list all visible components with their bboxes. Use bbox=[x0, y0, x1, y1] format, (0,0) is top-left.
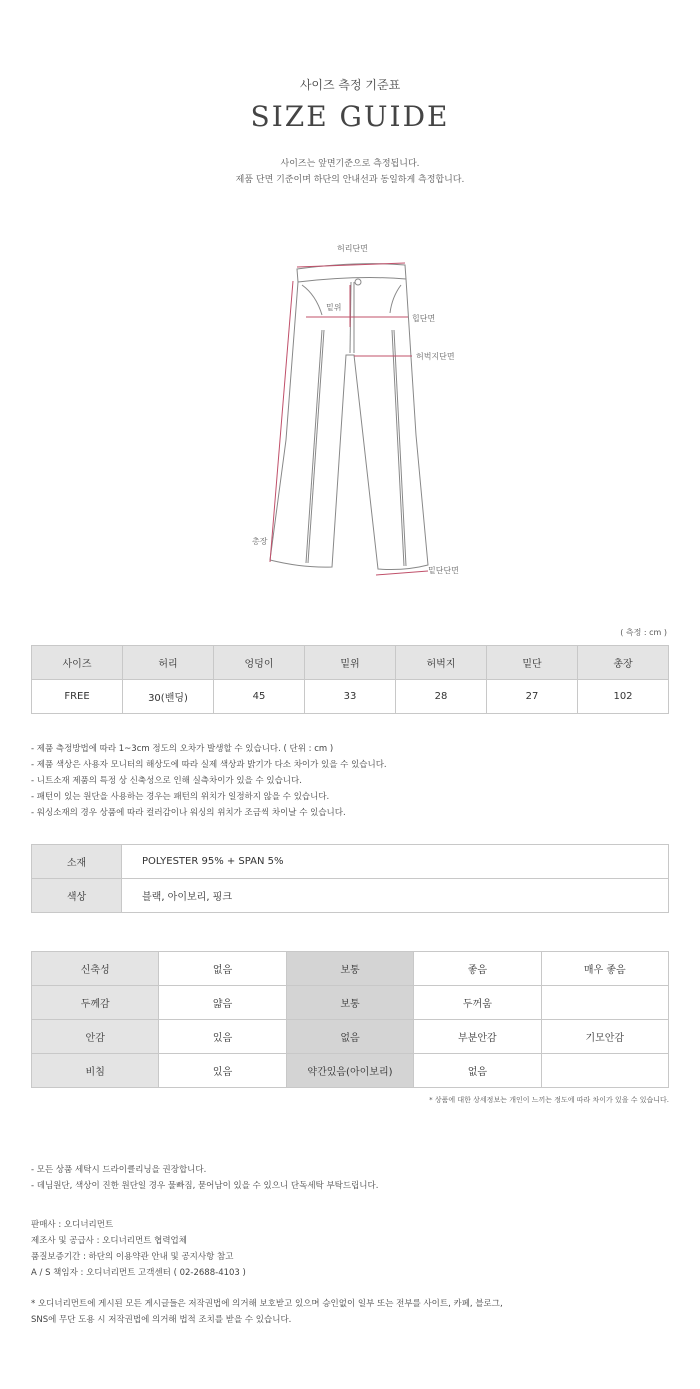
feature-option: 없음 bbox=[159, 952, 286, 986]
table-cell: FREE bbox=[32, 680, 123, 714]
table-row bbox=[32, 952, 669, 986]
pants-diagram bbox=[240, 235, 480, 585]
hip-label: 힙단면 bbox=[412, 314, 436, 323]
feature-option: 좋음 bbox=[414, 952, 541, 986]
pants-illustration bbox=[240, 235, 480, 585]
feature-label: 신축성 bbox=[32, 952, 159, 986]
table-row bbox=[32, 1020, 669, 1054]
feature-option: 부분안감 bbox=[414, 1020, 541, 1054]
unit-note: ( 측정 : cm ) bbox=[620, 628, 667, 637]
waist-label: 허리단면 bbox=[337, 244, 368, 253]
intro-text bbox=[0, 156, 700, 188]
seller-line: 판매사 : 오디너리먼트 bbox=[31, 1220, 114, 1230]
feature-option: 없음 bbox=[414, 1054, 541, 1088]
feature-note: * 상품에 대한 상세정보는 개인이 느끼는 정도에 따라 차이가 있을 수 있습니다. bbox=[429, 1096, 669, 1104]
feature-option-selected: 보통 bbox=[286, 986, 413, 1020]
header-cell: 밑단 bbox=[487, 646, 578, 680]
note-line: - 워싱소재의 경우 상품에 따라 컬러감이나 워싱의 위치가 조금씩 차이날 수 있습니다. bbox=[31, 808, 346, 818]
hem-label: 밑단단면 bbox=[428, 566, 459, 575]
table-cell: 33 bbox=[305, 680, 396, 714]
feature-option bbox=[541, 1054, 668, 1088]
table-row bbox=[32, 845, 669, 879]
size-table-header bbox=[32, 646, 669, 680]
table-row bbox=[32, 1054, 669, 1088]
header-cell: 사이즈 bbox=[32, 646, 123, 680]
table-row bbox=[32, 879, 669, 913]
feature-option: 매우 좋음 bbox=[541, 952, 668, 986]
feature-option: 있음 bbox=[159, 1020, 286, 1054]
header-cell: 총장 bbox=[578, 646, 669, 680]
intro-line: 사이즈는 앞면기준으로 측정됩니다. bbox=[280, 159, 420, 169]
header-cell: 허벅지 bbox=[396, 646, 487, 680]
feature-option bbox=[541, 986, 668, 1020]
length-label: 총장 bbox=[252, 537, 268, 546]
fabric-value: POLYESTER 95% + SPAN 5% bbox=[122, 845, 669, 879]
table-cell: 27 bbox=[487, 680, 578, 714]
seller-line: A / S 책임자 : 오디너리먼트 고객센터 ( 02-2688-4103 ) bbox=[31, 1268, 246, 1278]
note-line: - 제품 색상은 사용자 모니터의 해상도에 따라 실제 색상과 밝기가 다소 차이가 있을 수 있습니다. bbox=[31, 760, 387, 770]
note-line: - 패턴이 있는 원단을 사용하는 경우는 패턴의 위치가 일정하지 않을 수 있습니다. bbox=[31, 792, 330, 802]
care-line: - 모든 상품 세탁시 드라이클리닝을 권장합니다. bbox=[31, 1165, 207, 1175]
table-row bbox=[32, 680, 669, 714]
page-title: SIZE GUIDE bbox=[250, 100, 450, 133]
care-line: - 데님원단, 색상이 진한 원단일 경우 물빠짐, 묻어남이 있을 수 있으니 단독세탁 부탁드립니다. bbox=[31, 1181, 379, 1191]
measurement-notes bbox=[31, 741, 387, 821]
feature-option: 얇음 bbox=[159, 986, 286, 1020]
table-cell: 45 bbox=[214, 680, 305, 714]
table-cell: 30(밴딩) bbox=[123, 680, 214, 714]
table-cell: 102 bbox=[578, 680, 669, 714]
feature-table bbox=[31, 951, 669, 1088]
material-table bbox=[31, 844, 669, 913]
color-label: 색상 bbox=[32, 879, 122, 913]
feature-option-selected: 약간있음(아이보리) bbox=[286, 1054, 413, 1088]
feature-label: 안감 bbox=[32, 1020, 159, 1054]
size-table bbox=[31, 645, 669, 714]
feature-label: 두께감 bbox=[32, 986, 159, 1020]
copyright-line: SNS에 무단 도용 시 저작권법에 의거해 법적 조치를 받을 수 있습니다. bbox=[31, 1315, 292, 1325]
table-row bbox=[32, 986, 669, 1020]
intro-line: 제품 단면 기준이며 하단의 안내선과 동일하게 측정합니다. bbox=[235, 175, 465, 185]
feature-option: 있음 bbox=[159, 1054, 286, 1088]
fabric-label: 소재 bbox=[32, 845, 122, 879]
seller-line: 품질보증기간 : 하단의 이용약관 안내 및 공지사항 참고 bbox=[31, 1252, 234, 1262]
seller-info bbox=[31, 1217, 246, 1281]
header-cell: 엉덩이 bbox=[214, 646, 305, 680]
seller-line: 제조사 및 공급사 : 오디너리먼트 협력업체 bbox=[31, 1236, 187, 1246]
feature-option-selected: 없음 bbox=[286, 1020, 413, 1054]
rise-label: 밑위 bbox=[326, 303, 342, 312]
care-instructions bbox=[31, 1162, 378, 1194]
color-value: 블랙, 아이보리, 핑크 bbox=[122, 879, 669, 913]
note-line: - 니트소재 제품의 특정 상 신축성으로 인해 실측차이가 있을 수 있습니다. bbox=[31, 776, 302, 786]
note-line: - 제품 측정방법에 따라 1~3cm 정도의 오차가 발생할 수 있습니다. ( 단위 : cm ) bbox=[31, 744, 334, 754]
header-cell: 허리 bbox=[123, 646, 214, 680]
feature-option: 두꺼움 bbox=[414, 986, 541, 1020]
thigh-label: 허벅지단면 bbox=[416, 352, 455, 361]
pants-outline bbox=[270, 264, 428, 570]
copyright-notice bbox=[31, 1296, 503, 1328]
feature-option: 기모안감 bbox=[541, 1020, 668, 1054]
feature-label: 비침 bbox=[32, 1054, 159, 1088]
copyright-line: * 오디너리먼트에 게시된 모든 게시글들은 저작권법에 의거해 보호받고 있으며 승인없이 일부 또는 전부를 사이트, 카페, 블로그, bbox=[31, 1299, 503, 1309]
header-cell: 밑위 bbox=[305, 646, 396, 680]
page-subtitle: 사이즈 측정 기준표 bbox=[299, 78, 401, 92]
table-cell: 28 bbox=[396, 680, 487, 714]
feature-option-selected: 보통 bbox=[286, 952, 413, 986]
